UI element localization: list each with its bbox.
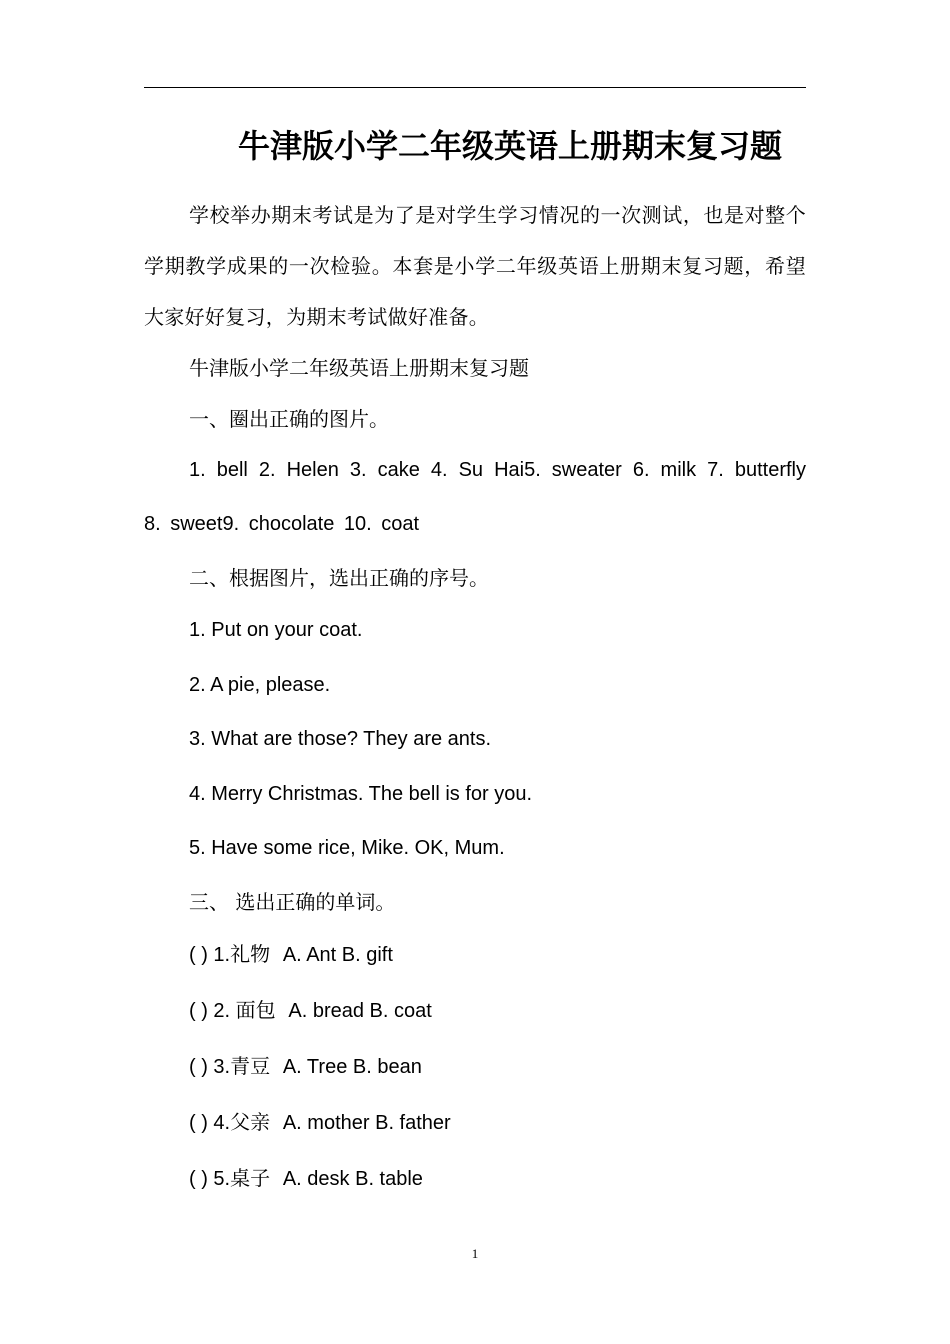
item-chinese: 礼物: [230, 942, 271, 966]
section3-item-2: [189, 995, 432, 1026]
section3-item-5: [189, 1163, 423, 1194]
item-chinese: 父亲: [230, 1110, 271, 1134]
section2-item-5: 5. Have some rice, Mike. OK, Mum.: [189, 837, 505, 859]
section2-item-2: 2. A pie, please.: [189, 674, 331, 696]
section1-words: 1. bell 2. Helen 3. cake 4. Su Hai5. sweater 6. milk 7. butterfly 8. sweet9. chocolate 10. coat: [144, 459, 806, 535]
section1-heading: 一、圈出正确的图片。: [189, 407, 389, 431]
section3-item-3: [189, 1051, 422, 1082]
item-prefix: ( ) 3.: [189, 1056, 231, 1078]
item-chinese: 青豆: [230, 1054, 271, 1078]
section3-heading: 三、 选出正确的单词。: [189, 890, 396, 914]
section2-item-1: 1. Put on your coat.: [189, 619, 363, 641]
item-chinese: 桌子: [230, 1166, 271, 1190]
page-title: 牛津版小学二年级英语上册期末复习题: [237, 127, 782, 165]
item-prefix: ( ) 5.: [189, 1168, 231, 1190]
item-options: A. bread B. coat: [288, 1000, 432, 1022]
item-options: A. Tree B. bean: [282, 1056, 422, 1078]
section3-item-4: [189, 1107, 451, 1138]
item-prefix: ( ) 4.: [189, 1112, 231, 1134]
item-chinese: 面包: [235, 998, 276, 1022]
subtitle: 牛津版小学二年级英语上册期末复习题: [189, 356, 529, 380]
item-prefix: ( ) 2.: [189, 1000, 236, 1022]
item-options: A. mother B. father: [282, 1112, 451, 1134]
item-prefix: ( ) 1.: [189, 944, 231, 966]
section3-item-1: [189, 939, 393, 970]
page-number: 1: [471, 1246, 479, 1261]
section2-heading: 二、根据图片，选出正确的序号。: [189, 566, 489, 590]
item-options: A. desk B. table: [282, 1168, 423, 1190]
section2-item-4: 4. Merry Christmas. The bell is for you.: [189, 783, 533, 805]
header-rule: [144, 87, 806, 88]
section2-item-3: 3. What are those? They are ants.: [189, 728, 492, 750]
item-options: A. Ant B. gift: [282, 944, 393, 966]
intro-paragraph: 学校举办期末考试是为了是对学生学习情况的一次测试，也是对整个学期教学成果的一次检验。本套是小学二年级英语上册期末复习题，希望大家好好复习，为期末考试做好准备。: [144, 203, 806, 329]
